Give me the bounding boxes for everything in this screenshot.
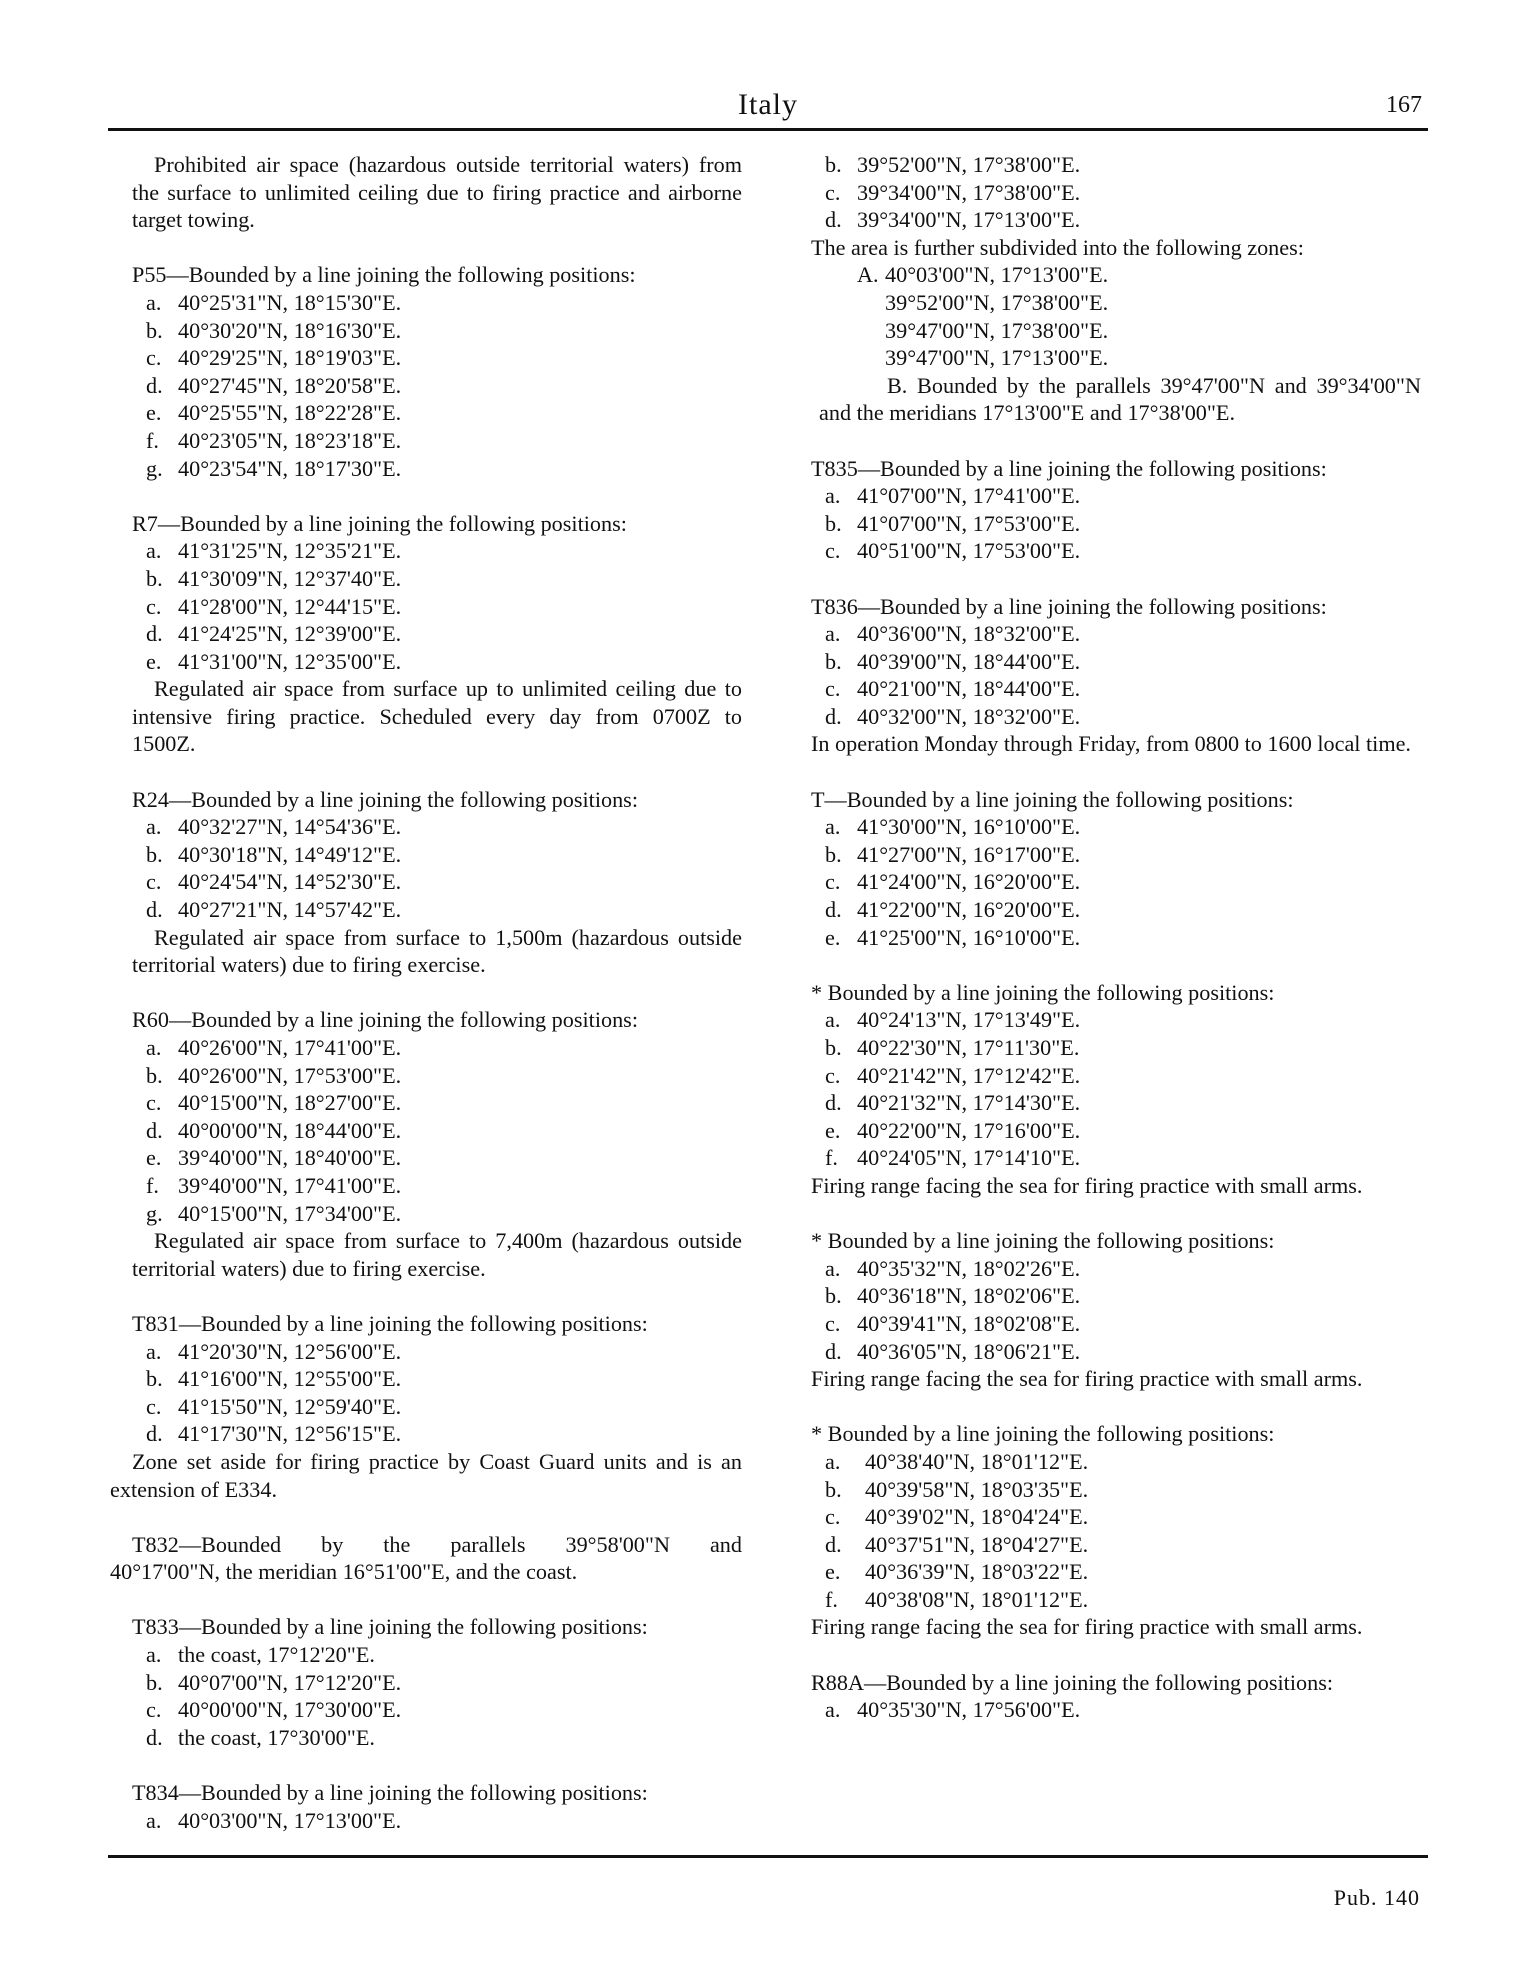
list-item [789,868,1421,896]
section-firing-range-1 [789,979,1421,1200]
item-position: 39°52'00"N, 17°38'00"E. [857,152,1081,177]
section-heading: T833—Bounded by a line joining the following positions: [132,1614,648,1640]
subdivision-intro: The area is further subdivided into the following zones: [811,234,1304,260]
zone-a [789,261,1421,289]
item-position: 40°15'00"N, 17°34'00"E. [178,1200,402,1226]
item-label: c. [825,1062,841,1088]
list-item [110,565,742,593]
item-label: e. [146,648,162,674]
list-item [110,841,742,869]
section-note: In operation Monday through Friday, from 0800 to 1600 local time. [811,731,1411,757]
item-position: 40°37'51"N, 18°04'27"E. [865,1531,1089,1557]
item-label: e. [825,1117,841,1143]
item-position: 41°27'00"N, 16°17'00"E. [857,841,1081,867]
section-heading: * Bounded by a line joining the following positions: [811,1421,1275,1447]
item-label: e. [146,400,162,426]
item-label: c. [146,1090,162,1116]
item-position: 40°25'55"N, 18°22'28"E. [178,400,402,426]
position-list [110,1641,742,1751]
item-position: 40°32'27"N, 14°54'36"E. [178,814,402,840]
section-note: Regulated air space from surface to 7,400m (hazardous outside territorial waters) due to firing exercise. [132,1228,742,1281]
list-item [789,1503,1421,1531]
item-label: d. [146,372,163,398]
section-t832 [110,1531,742,1586]
item-label: a. [146,814,162,840]
item-position: 40°35'32"N, 18°02'26"E. [857,1255,1081,1281]
item-position: 40°51'00"N, 17°53'00"E. [857,538,1081,564]
section-heading: R7—Bounded by a line joining the following positions: [132,510,627,536]
section-t833 [110,1613,742,1751]
list-item [789,703,1421,731]
list-item [110,620,742,648]
item-position: 40°21'32"N, 17°14'30"E. [857,1090,1081,1116]
item-position: 40°23'05"N, 18°23'18"E. [178,427,402,453]
position-list [110,1338,742,1448]
section-heading: P55—Bounded by a line joining the following positions: [132,262,636,288]
section-heading: * Bounded by a line joining the following positions: [811,979,1275,1005]
list-item [110,1062,742,1090]
item-label: f. [825,1145,838,1171]
section-heading: T835—Bounded by a line joining the following positions: [811,455,1327,481]
item-position: 41°30'00"N, 16°10'00"E. [857,814,1081,840]
intro-section [110,151,742,234]
item-label: d. [825,897,842,923]
item-position: the coast, 17°12'20"E. [178,1642,375,1668]
item-label: a. [825,1255,841,1281]
item-position: 40°38'40"N, 18°01'12"E. [865,1448,1089,1474]
item-label: g. [146,455,163,481]
item-label: c. [825,179,841,205]
item-label: b. [825,152,842,177]
item-label: e. [146,1145,162,1171]
intro-paragraph: Prohibited air space (hazardous outside territorial waters) from the surface to unlimited ceiling due to firing practice and airborne target towing. [132,152,742,233]
publication-label: Pub. 140 [1333,1885,1420,1910]
item-label: c. [146,869,162,895]
item-position: 39°40'00"N, 18°40'00"E. [178,1145,402,1171]
page-number: 167 [1386,92,1422,118]
item-label: d. [146,1724,163,1750]
item-label: b. [825,841,842,867]
section-note: Firing range facing the sea for firing practice with small arms. [811,1366,1363,1392]
item-label: a. [825,1448,841,1474]
item-position: 40°24'13"N, 17°13'49"E. [857,1007,1081,1033]
list-item [110,427,742,455]
list-item [789,1062,1421,1090]
item-label: b. [146,1062,163,1088]
section-r7 [110,510,742,758]
item-position: 40°24'05"N, 17°14'10"E. [857,1145,1081,1171]
list-item [789,896,1421,924]
item-position: 41°22'00"N, 16°20'00"E. [857,897,1081,923]
item-position: 41°24'00"N, 16°20'00"E. [857,869,1081,895]
section-t [789,786,1421,952]
section-heading: * Bounded by a line joining the following positions: [811,1228,1275,1254]
item-label: b. [146,1669,163,1695]
page-header [108,84,1428,130]
right-column [789,151,1421,1724]
item-position: 40°36'00"N, 18°32'00"E. [857,621,1081,647]
section-note: Zone set aside for firing practice by Coast Guard units and is an extension of E334. [110,1448,742,1502]
item-label: b. [146,1366,163,1392]
list-item [110,1117,742,1145]
item-label: d. [825,703,842,729]
list-item [789,510,1421,538]
list-item [110,1365,742,1393]
list-item [110,1089,742,1117]
section-heading: R24—Bounded by a line joining the following positions: [132,786,638,812]
item-position: 39°34'00"N, 17°38'00"E. [857,179,1081,205]
item-label: b. [825,510,842,536]
item-position: 40°38'08"N, 18°01'12"E. [865,1586,1089,1612]
item-position: 40°26'00"N, 17°41'00"E. [178,1035,402,1060]
section-t834-continued [789,151,1421,427]
list-item [110,344,742,372]
item-position: 41°31'00"N, 12°35'00"E. [178,648,402,674]
item-label: d. [146,897,163,923]
item-position: 40°36'39"N, 18°03'22"E. [865,1559,1089,1585]
list-item [789,1476,1421,1504]
list-item [110,1144,742,1172]
section-p55 [110,261,742,482]
position-list [789,1255,1421,1365]
item-position: 39°40'00"N, 17°41'00"E. [178,1172,402,1198]
list-item [789,1034,1421,1062]
list-item [789,1089,1421,1117]
list-item [110,1807,742,1835]
section-firing-range-2 [789,1227,1421,1393]
section-heading: R60—Bounded by a line joining the following positions: [132,1007,638,1033]
list-item [110,455,742,483]
list-item [789,151,1421,179]
item-position: 40°22'00"N, 17°16'00"E. [857,1117,1081,1143]
list-item [789,1586,1421,1614]
item-position: 41°07'00"N, 17°41'00"E. [857,483,1081,509]
item-label: a. [146,1642,162,1668]
list-item [789,1448,1421,1476]
list-item [110,1034,742,1062]
list-item [110,289,742,317]
item-label: d. [825,207,842,233]
list-item [789,620,1421,648]
item-position: 40°36'05"N, 18°06'21"E. [857,1338,1081,1364]
item-label: b. [146,841,163,867]
list-item [789,179,1421,207]
item-label: a. [146,1807,162,1833]
list-item [789,924,1421,952]
position-list [110,1034,742,1227]
position-list [110,813,742,923]
section-note: Regulated air space from surface up to unlimited ceiling due to intensive firing practice. Scheduled every day from 0700Z to 1500Z. [132,676,742,757]
item-label: d. [825,1338,842,1364]
item-position: 40°27'21"N, 14°57'42"E. [178,897,402,923]
list-item [789,206,1421,234]
list-item [789,1255,1421,1283]
zone-position: 39°47'00"N, 17°38'00"E. [885,317,1109,343]
list-item [110,868,742,896]
list-item [110,317,742,345]
section-t836 [789,593,1421,759]
list-item [110,896,742,924]
section-heading: T—Bounded by a line joining the following positions: [811,786,1294,812]
list-item [110,1420,742,1448]
position-list [110,289,742,482]
item-label: a. [146,1338,162,1364]
list-item [789,675,1421,703]
item-position: 41°30'09"N, 12°37'40"E. [178,565,402,591]
list-item [110,593,742,621]
item-position: 40°00'00"N, 18°44'00"E. [178,1117,402,1143]
item-label: b. [825,1283,842,1309]
item-label: c. [146,593,162,619]
item-label: d. [146,1421,163,1447]
list-item [789,1282,1421,1310]
item-position: 41°17'30"N, 12°56'15"E. [178,1421,402,1447]
list-item [789,1310,1421,1338]
item-label: a. [825,621,841,647]
item-label: e. [825,924,841,950]
item-position: 41°07'00"N, 17°53'00"E. [857,510,1081,536]
section-heading: T832—Bounded by the parallels 39°58'00"N and [132,1531,742,1557]
item-label: f. [146,1172,159,1198]
position-list [110,1807,742,1835]
item-position: 40°32'00"N, 18°32'00"E. [857,703,1081,729]
zone-label: A. [857,262,879,288]
position-list [789,620,1421,730]
list-item [789,1696,1421,1724]
list-item [110,372,742,400]
item-position: 40°39'58"N, 18°03'35"E. [865,1476,1089,1502]
item-label: d. [825,1090,842,1116]
zone-position: 39°52'00"N, 17°38'00"E. [885,289,1109,315]
item-label: b. [146,317,163,343]
position-list [789,151,1421,234]
item-position: 40°24'54"N, 14°52'30"E. [178,869,402,895]
position-list [110,537,742,675]
list-item [789,537,1421,565]
list-item [789,841,1421,869]
list-item [789,1531,1421,1559]
position-list [789,1696,1421,1724]
list-item [110,813,742,841]
list-item [110,1200,742,1228]
item-position: 40°39'00"N, 18°44'00"E. [857,648,1081,674]
section-r24 [110,786,742,979]
section-t834 [110,1779,742,1834]
item-label: a. [825,483,841,509]
section-note: Firing range facing the sea for firing practice with small arms. [811,1614,1363,1640]
item-label: a. [825,1697,841,1723]
list-item [789,1006,1421,1034]
item-label: c. [825,1310,841,1336]
position-list [789,1006,1421,1172]
list-item [789,648,1421,676]
list-item [110,1669,742,1697]
item-label: d. [146,621,163,647]
item-position: 40°39'41"N, 18°02'08"E. [857,1310,1081,1336]
section-t835 [789,455,1421,565]
list-item [110,1724,742,1752]
zone-position: 39°47'00"N, 17°13'00"E. [885,345,1109,371]
item-position: 40°35'30"N, 17°56'00"E. [857,1697,1081,1723]
page-title: Italy [738,88,798,121]
list-item [110,1338,742,1366]
list-item [789,813,1421,841]
list-item [789,1144,1421,1172]
zone-b: B. Bounded by the parallels 39°47'00"N and 39°34'00"N and the meridians 17°13'00"E and 17°38'00"E. [819,372,1421,426]
item-label: a. [146,1035,162,1060]
item-position: 40°30'20"N, 18°16'30"E. [178,317,402,343]
item-position: 40°30'18"N, 14°49'12"E. [178,841,402,867]
list-item [110,648,742,676]
section-heading-continued: 40°17'00"N, the meridian 16°51'00"E, and the coast. [110,1559,578,1585]
item-label: b. [825,1476,842,1502]
item-label: f. [825,1586,838,1612]
item-label: c. [825,538,841,564]
item-label: f. [146,427,159,453]
section-note: Regulated air space from surface to 1,500m (hazardous outside territorial waters) due to firing exercise. [132,924,742,978]
item-position: 41°16'00"N, 12°55'00"E. [178,1366,402,1392]
item-position: 41°15'50"N, 12°59'40"E. [178,1393,402,1419]
item-position: 40°39'02"N, 18°04'24"E. [865,1504,1089,1530]
item-label: a. [146,289,162,315]
item-position: 40°26'00"N, 17°53'00"E. [178,1062,402,1088]
list-item [110,1172,742,1200]
list-item [110,1696,742,1724]
section-heading: T831—Bounded by a line joining the following positions: [132,1310,648,1336]
item-position: 41°20'30"N, 12°56'00"E. [178,1338,402,1364]
section-heading: R88A—Bounded by a line joining the following positions: [811,1669,1334,1695]
section-firing-range-3 [789,1420,1421,1641]
section-heading: T836—Bounded by a line joining the following positions: [811,593,1327,619]
section-t831 [110,1310,742,1503]
item-position: 41°31'25"N, 12°35'21"E. [178,538,402,564]
item-position: 40°03'00"N, 17°13'00"E. [178,1807,402,1833]
list-item [110,1393,742,1421]
list-item [789,1338,1421,1366]
item-label: b. [825,648,842,674]
item-position: 40°22'30"N, 17°11'30"E. [857,1035,1080,1060]
item-label: b. [146,565,163,591]
footer-rule [108,1855,1428,1858]
list-item [110,1641,742,1669]
item-position: 40°36'18"N, 18°02'06"E. [857,1283,1081,1309]
list-item [789,482,1421,510]
item-position: 41°24'25"N, 12°39'00"E. [178,621,402,647]
left-column [110,151,742,1834]
item-label: g. [146,1200,163,1226]
header-rule [108,128,1428,131]
list-item [110,399,742,427]
item-position: 40°07'00"N, 17°12'20"E. [178,1669,402,1695]
item-position: 40°29'25"N, 18°19'03"E. [178,345,402,371]
item-position: 41°28'00"N, 12°44'15"E. [178,593,402,619]
item-label: a. [825,814,841,840]
item-label: b. [825,1035,842,1060]
item-label: d. [146,1117,163,1143]
section-heading: T834—Bounded by a line joining the following positions: [132,1780,648,1806]
position-list [789,813,1421,951]
item-label: a. [146,538,162,564]
item-position: the coast, 17°30'00"E. [178,1724,375,1750]
item-label: c. [825,1504,841,1530]
list-item [789,1117,1421,1145]
item-position: 40°00'00"N, 17°30'00"E. [178,1697,402,1723]
item-position: 40°27'45"N, 18°20'58"E. [178,372,402,398]
item-position: 40°15'00"N, 18°27'00"E. [178,1090,402,1116]
section-note: Firing range facing the sea for firing practice with small arms. [811,1172,1363,1198]
item-label: e. [825,1559,841,1585]
item-label: a. [825,1007,841,1033]
item-position: 40°21'00"N, 18°44'00"E. [857,676,1081,702]
item-label: c. [825,676,841,702]
item-label: d. [825,1531,842,1557]
item-position: 40°23'54"N, 18°17'30"E. [178,455,402,481]
item-label: c. [146,1393,162,1419]
section-r60 [110,1006,742,1282]
list-item [110,537,742,565]
item-position: 41°25'00"N, 16°10'00"E. [857,924,1081,950]
position-list [789,1448,1421,1614]
item-position: 40°21'42"N, 17°12'42"E. [857,1062,1081,1088]
item-position: 40°25'31"N, 18°15'30"E. [178,289,402,315]
item-label: c. [146,345,162,371]
item-label: c. [146,1697,162,1723]
section-r88a [789,1669,1421,1724]
zone-position: 40°03'00"N, 17°13'00"E. [885,262,1109,288]
position-list [789,482,1421,565]
item-label: c. [825,869,841,895]
list-item [789,1558,1421,1586]
item-position: 39°34'00"N, 17°13'00"E. [857,207,1081,233]
